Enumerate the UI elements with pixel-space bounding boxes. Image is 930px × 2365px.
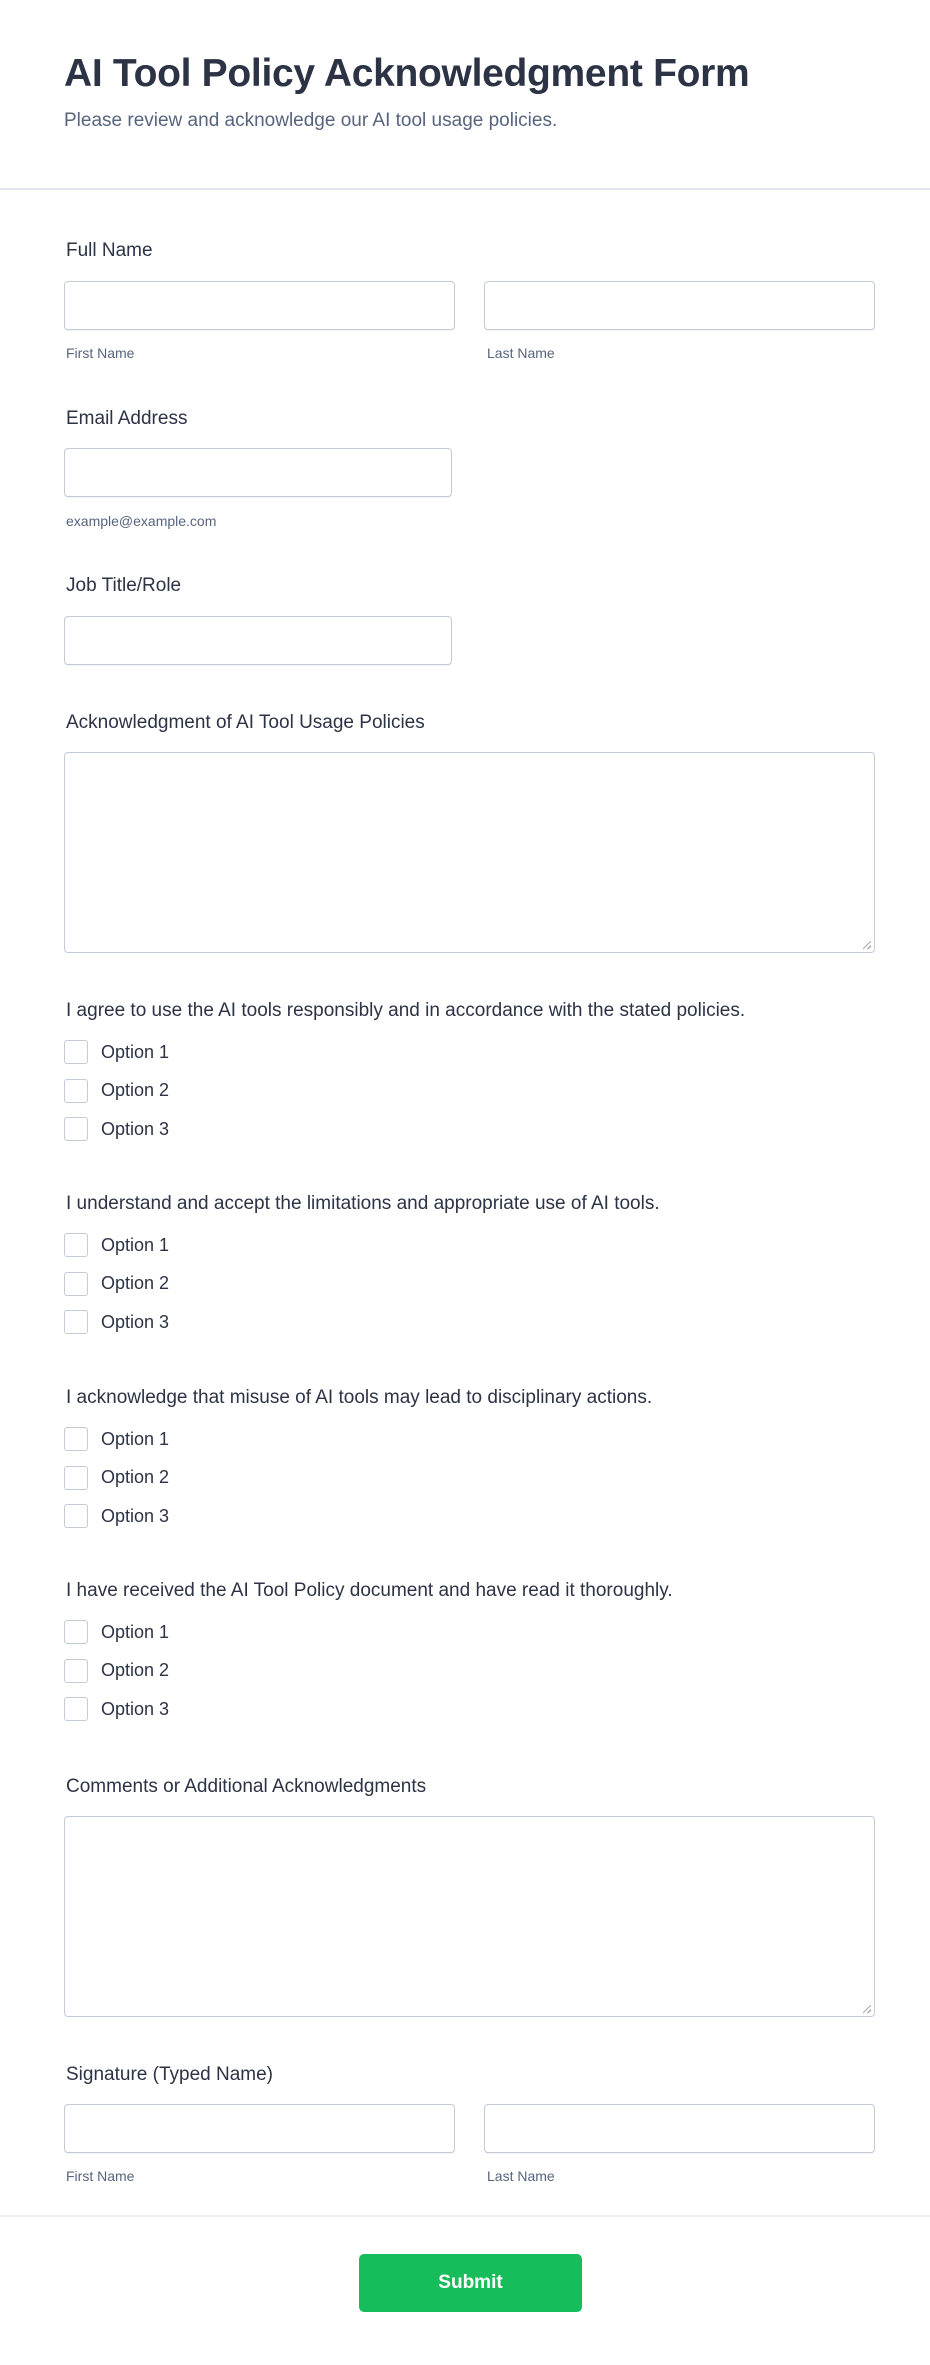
email-label: Email Address <box>66 408 188 429</box>
comments-textarea[interactable] <box>64 1816 875 2017</box>
checkbox-option[interactable] <box>64 1427 169 1451</box>
question-label: I understand and accept the limitations and appropriate use of AI tools. <box>66 1193 660 1214</box>
acknowledgment-label: Acknowledgment of AI Tool Usage Policies <box>66 712 425 733</box>
checkbox[interactable] <box>64 1427 88 1451</box>
checkbox-label: Option 3 <box>101 1118 170 1139</box>
question-label: I have received the AI Tool Policy document and have read it thoroughly. <box>66 1580 673 1601</box>
checkbox-option[interactable] <box>64 1310 169 1334</box>
checkbox-option[interactable] <box>64 1466 169 1490</box>
question-label: I acknowledge that misuse of AI tools may lead to disciplinary actions. <box>66 1387 653 1408</box>
checkbox-label: Option 2 <box>101 1660 170 1680</box>
checkbox-label: Option 1 <box>101 1041 170 1062</box>
checkbox[interactable] <box>64 1040 88 1064</box>
first-name-input[interactable] <box>64 281 455 330</box>
checkbox[interactable] <box>64 1310 88 1334</box>
resize-handle-icon[interactable] <box>863 2005 871 2013</box>
comments-label: Comments or Additional Acknowledgments <box>66 1776 427 1797</box>
checkbox-option[interactable] <box>64 1233 169 1257</box>
question-label: I agree to use the AI tools responsibly and in accordance with the stated policies. <box>66 1000 746 1021</box>
signature-last-name-sublabel: Last Name <box>487 2168 555 2184</box>
checkbox-option[interactable] <box>64 1697 169 1721</box>
checkbox-option[interactable] <box>64 1117 169 1141</box>
resize-handle-icon[interactable] <box>863 941 871 949</box>
last-name-input[interactable] <box>484 281 875 330</box>
acknowledgment-textarea[interactable] <box>64 752 875 953</box>
checkbox[interactable] <box>64 1233 88 1257</box>
checkbox-label: Option 3 <box>101 1505 170 1526</box>
checkbox[interactable] <box>64 1466 88 1490</box>
submit-button[interactable]: Submit <box>359 2254 582 2312</box>
checkbox-label: Option 3 <box>101 1698 170 1719</box>
checkbox[interactable] <box>64 1079 88 1103</box>
email-sublabel: example@example.com <box>66 513 217 529</box>
last-name-sublabel: Last Name <box>487 345 555 361</box>
signature-first-name-input[interactable] <box>64 2104 455 2153</box>
signature-last-name-input[interactable] <box>484 2104 875 2153</box>
signature-first-name-sublabel: First Name <box>66 2168 135 2184</box>
first-name-sublabel: First Name <box>66 345 135 361</box>
checkbox-option[interactable] <box>64 1504 169 1528</box>
job-title-label: Job Title/Role <box>66 575 182 596</box>
footer-divider <box>0 2215 930 2217</box>
checkbox-option[interactable] <box>64 1272 169 1296</box>
checkbox-label: Option 1 <box>101 1621 170 1642</box>
signature-label: Signature (Typed Name) <box>66 2064 273 2085</box>
checkbox[interactable] <box>64 1504 88 1528</box>
checkbox-label: Option 2 <box>101 1467 170 1487</box>
checkbox-option[interactable] <box>64 1620 169 1644</box>
checkbox-option[interactable] <box>64 1659 169 1683</box>
header-divider <box>0 188 930 190</box>
full-name-label: Full Name <box>66 240 153 261</box>
checkbox-label: Option 2 <box>101 1273 170 1293</box>
page-subtitle: Please review and acknowledge our AI tool usage policies. <box>64 110 558 131</box>
page-title: AI Tool Policy Acknowledgment Form <box>64 52 750 95</box>
email-input[interactable] <box>64 448 452 497</box>
checkbox-label: Option 3 <box>101 1311 170 1332</box>
checkbox-option[interactable] <box>64 1040 169 1064</box>
job-title-input[interactable] <box>64 616 452 665</box>
checkbox-label: Option 1 <box>101 1428 170 1449</box>
checkbox[interactable] <box>64 1117 88 1141</box>
checkbox-option[interactable] <box>64 1079 169 1103</box>
checkbox[interactable] <box>64 1659 88 1683</box>
checkbox[interactable] <box>64 1272 88 1296</box>
checkbox-label: Option 2 <box>101 1080 170 1100</box>
checkbox[interactable] <box>64 1697 88 1721</box>
checkbox-label: Option 1 <box>101 1234 170 1255</box>
checkbox[interactable] <box>64 1620 88 1644</box>
